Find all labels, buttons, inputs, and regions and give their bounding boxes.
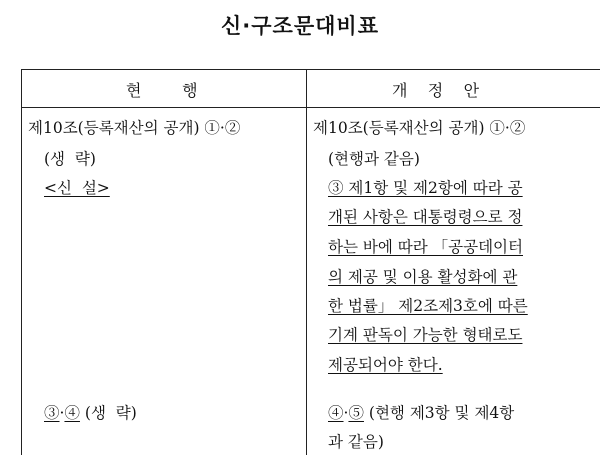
revised-new-clause-line: 개된 사항은 대통령령으로 정	[328, 208, 523, 226]
revised-clause-num-5: ⑤	[348, 404, 364, 422]
revised-article-heading: 제10조(등록재산의 공개) ①·②	[313, 119, 526, 137]
revised-new-clause-line: 하는 바에 따라 「공공데이터	[328, 238, 523, 256]
revised-same-note: (현행과 같음)	[328, 150, 420, 168]
revised-bottom-text-continued: 과 같음)	[328, 433, 384, 451]
comparison-table	[21, 69, 600, 455]
revised-bottom-clause	[328, 403, 514, 423]
current-clause-num-3: ③	[44, 404, 60, 422]
revised-clause-num-4: ④	[328, 404, 344, 422]
header-current: 현 행	[126, 81, 198, 100]
current-bottom-clause	[44, 403, 137, 423]
revised-new-clause-line: 의 제공 및 이용 활성화에 관	[328, 268, 518, 286]
revised-new-clause-line: 제공되어야 한다.	[328, 356, 443, 374]
revised-bottom-text: (현행 제3항 및 제4항	[363, 404, 515, 422]
revised-new-clause-line: 기계 판독이 가능한 형태로도	[328, 326, 523, 344]
current-bottom-omitted: (생 략)	[84, 404, 137, 422]
current-omitted-note: (생 략)	[44, 150, 96, 168]
document-title: 신·구조문대비표	[221, 14, 379, 38]
revised-new-clause-line: ③ 제1항 및 제2항에 따라 공	[328, 179, 523, 197]
current-clause-num-4: ④	[64, 404, 80, 422]
current-law-cell	[22, 107, 306, 456]
current-new-marker: <신 설>	[44, 179, 110, 197]
header-revised: 개 정 안	[392, 81, 480, 100]
revised-new-clause-line: 한 법률」 제2조제3호에 따른	[328, 297, 528, 315]
current-clause-sep: ·	[59, 404, 65, 422]
revised-law-cell	[306, 107, 600, 456]
current-article-heading: 제10조(등록재산의 공개) ①·②	[28, 119, 241, 137]
table-header-row	[22, 70, 600, 108]
revised-clause-sep: ·	[343, 404, 349, 422]
